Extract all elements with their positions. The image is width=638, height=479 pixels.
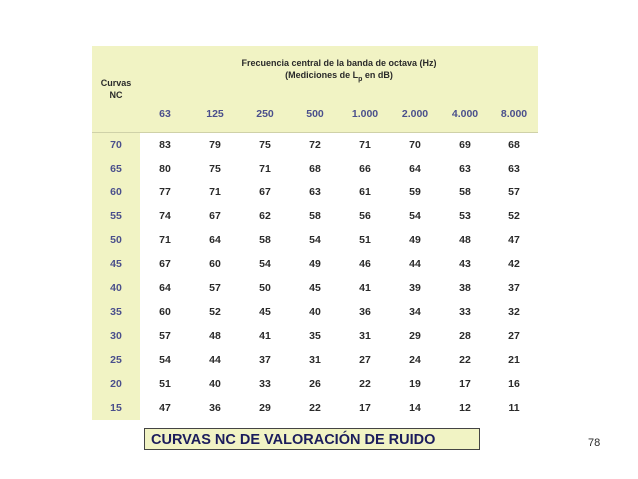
level-value-cell: 33	[259, 378, 271, 390]
level-value-cell: 67	[209, 210, 221, 222]
table-row	[92, 396, 538, 420]
level-value-cell: 26	[309, 378, 321, 390]
level-value-cell: 29	[259, 402, 271, 414]
level-value-cell: 72	[290, 132, 340, 158]
table-row	[92, 228, 538, 252]
frequency-cell: 250	[256, 107, 274, 120]
nc-value-cell: 50	[92, 228, 140, 252]
level-value-cell: 67	[259, 186, 271, 198]
frequency-cell: 8.000	[500, 107, 528, 120]
level-value-cell: 33	[459, 306, 471, 318]
level-value-cell: 48	[459, 234, 471, 246]
level-value-cell: 27	[508, 330, 520, 342]
level-value-cell: 38	[459, 282, 471, 294]
nc-value-cell: 20	[92, 372, 140, 396]
level-value-cell: 80	[159, 163, 171, 175]
level-value-cell: 53	[459, 210, 471, 222]
frequency-cell: 500	[306, 107, 324, 120]
level-value-cell: 75	[240, 132, 290, 158]
level-value-cell: 37	[508, 282, 520, 294]
level-value-cell: 19	[409, 378, 421, 390]
level-value-cell: 22	[309, 402, 321, 414]
level-value-cell: 57	[159, 330, 171, 342]
frequency-subtitle: (Mediciones de $L_p$ en dB)	[285, 69, 393, 83]
curvas-label: Curvas	[100, 77, 132, 88]
frequency-cell: 125	[206, 107, 224, 120]
level-value-cell: 68	[490, 132, 538, 158]
table-row	[92, 372, 538, 396]
frequency-cell: 63	[159, 107, 171, 120]
level-value-cell: 66	[359, 163, 371, 175]
table-row	[92, 324, 538, 348]
level-value-cell: 62	[259, 210, 271, 222]
level-value-cell: 14	[409, 402, 421, 414]
curvas-header	[92, 46, 140, 132]
level-value-cell: 35	[309, 330, 321, 342]
level-value-cell: 36	[209, 402, 221, 414]
frequency-row	[92, 96, 538, 132]
table-row	[92, 132, 538, 158]
level-value-cell: 28	[459, 330, 471, 342]
table-caption: CURVAS NC DE VALORACIÓN DE RUIDO	[144, 428, 480, 450]
level-value-cell: 52	[209, 306, 221, 318]
nc-value-cell: 45	[92, 252, 140, 276]
level-value-cell: 57	[508, 186, 520, 198]
level-value-cell: 64	[209, 234, 221, 246]
frequency-cell: 4.000	[451, 107, 479, 120]
frequency-title: Frecuencia central de la banda de octava (Hz)	[241, 57, 437, 68]
nc-curves-table	[92, 46, 538, 420]
level-value-cell: 59	[409, 186, 421, 198]
level-value-cell: 52	[508, 210, 520, 222]
level-value-cell: 27	[359, 354, 371, 366]
level-value-cell: 40	[209, 378, 221, 390]
level-value-cell: 17	[459, 378, 471, 390]
level-value-cell: 31	[359, 330, 371, 342]
level-value-cell: 44	[209, 354, 221, 366]
level-value-cell: 71	[209, 186, 221, 198]
level-value-cell: 11	[508, 402, 520, 414]
level-value-cell: 17	[359, 402, 371, 414]
level-value-cell: 54	[159, 354, 171, 366]
level-value-cell: 45	[309, 282, 321, 294]
level-value-cell: 58	[459, 186, 471, 198]
level-value-cell: 83	[140, 132, 190, 158]
frequency-cell: 1.000	[351, 107, 379, 120]
level-value-cell: 77	[159, 186, 171, 198]
table-row	[92, 180, 538, 204]
nc-value-cell: 30	[92, 324, 140, 348]
level-value-cell: 71	[340, 132, 390, 158]
level-value-cell: 50	[259, 282, 271, 294]
level-value-cell: 51	[359, 234, 371, 246]
level-value-cell: 63	[459, 163, 471, 175]
level-value-cell: 56	[359, 210, 371, 222]
level-value-cell: 69	[440, 132, 490, 158]
level-value-cell: 16	[508, 378, 520, 390]
level-value-cell: 48	[209, 330, 221, 342]
page-number: 78	[588, 437, 601, 449]
level-value-cell: 41	[359, 282, 371, 294]
level-value-cell: 49	[309, 258, 321, 270]
level-value-cell: 37	[259, 354, 271, 366]
level-value-cell: 39	[409, 282, 421, 294]
level-value-cell: 49	[409, 234, 421, 246]
table-row	[92, 158, 538, 180]
table-row	[92, 204, 538, 228]
level-value-cell: 31	[309, 354, 321, 366]
level-value-cell: 63	[508, 163, 520, 175]
level-value-cell: 58	[309, 210, 321, 222]
nc-value-cell: 15	[92, 396, 140, 420]
level-value-cell: 71	[259, 163, 271, 175]
nc-value-cell: 70	[92, 132, 140, 158]
level-value-cell: 71	[159, 234, 171, 246]
level-value-cell: 54	[409, 210, 421, 222]
frequency-header	[140, 46, 538, 96]
level-value-cell: 36	[359, 306, 371, 318]
level-value-cell: 47	[159, 402, 171, 414]
level-value-cell: 67	[159, 258, 171, 270]
level-value-cell: 54	[259, 258, 271, 270]
header-row	[92, 46, 538, 96]
nc-value-cell: 65	[92, 158, 140, 180]
nc-value-cell: 40	[92, 276, 140, 300]
level-value-cell: 12	[459, 402, 471, 414]
nc-value-cell: 60	[92, 180, 140, 204]
frequency-cell: 2.000	[401, 107, 429, 120]
level-value-cell: 70	[390, 132, 440, 158]
level-value-cell: 60	[209, 258, 221, 270]
nc-value-cell: 35	[92, 300, 140, 324]
level-value-cell: 29	[409, 330, 421, 342]
table-row	[92, 276, 538, 300]
level-value-cell: 79	[190, 132, 240, 158]
level-value-cell: 54	[309, 234, 321, 246]
level-value-cell: 45	[259, 306, 271, 318]
level-value-cell: 22	[359, 378, 371, 390]
level-value-cell: 74	[159, 210, 171, 222]
level-value-cell: 21	[508, 354, 520, 366]
level-value-cell: 57	[209, 282, 221, 294]
level-value-cell: 46	[359, 258, 371, 270]
level-value-cell: 42	[508, 258, 520, 270]
level-value-cell: 40	[309, 306, 321, 318]
level-value-cell: 64	[159, 282, 171, 294]
level-value-cell: 60	[159, 306, 171, 318]
level-value-cell: 64	[409, 163, 421, 175]
level-value-cell: 61	[359, 186, 371, 198]
level-value-cell: 32	[508, 306, 520, 318]
level-value-cell: 63	[309, 186, 321, 198]
table-row	[92, 300, 538, 324]
level-value-cell: 75	[209, 163, 221, 175]
nc-label: NC	[109, 89, 123, 100]
level-value-cell: 68	[309, 163, 321, 175]
level-value-cell: 58	[259, 234, 271, 246]
nc-value-cell: 55	[92, 204, 140, 228]
level-value-cell: 34	[409, 306, 421, 318]
level-value-cell: 47	[508, 234, 520, 246]
level-value-cell: 43	[459, 258, 471, 270]
level-value-cell: 22	[459, 354, 471, 366]
nc-value-cell: 25	[92, 348, 140, 372]
table-row	[92, 348, 538, 372]
table-row	[92, 252, 538, 276]
level-value-cell: 24	[409, 354, 421, 366]
level-value-cell: 44	[409, 258, 421, 270]
level-value-cell: 41	[259, 330, 271, 342]
level-value-cell: 51	[159, 378, 171, 390]
